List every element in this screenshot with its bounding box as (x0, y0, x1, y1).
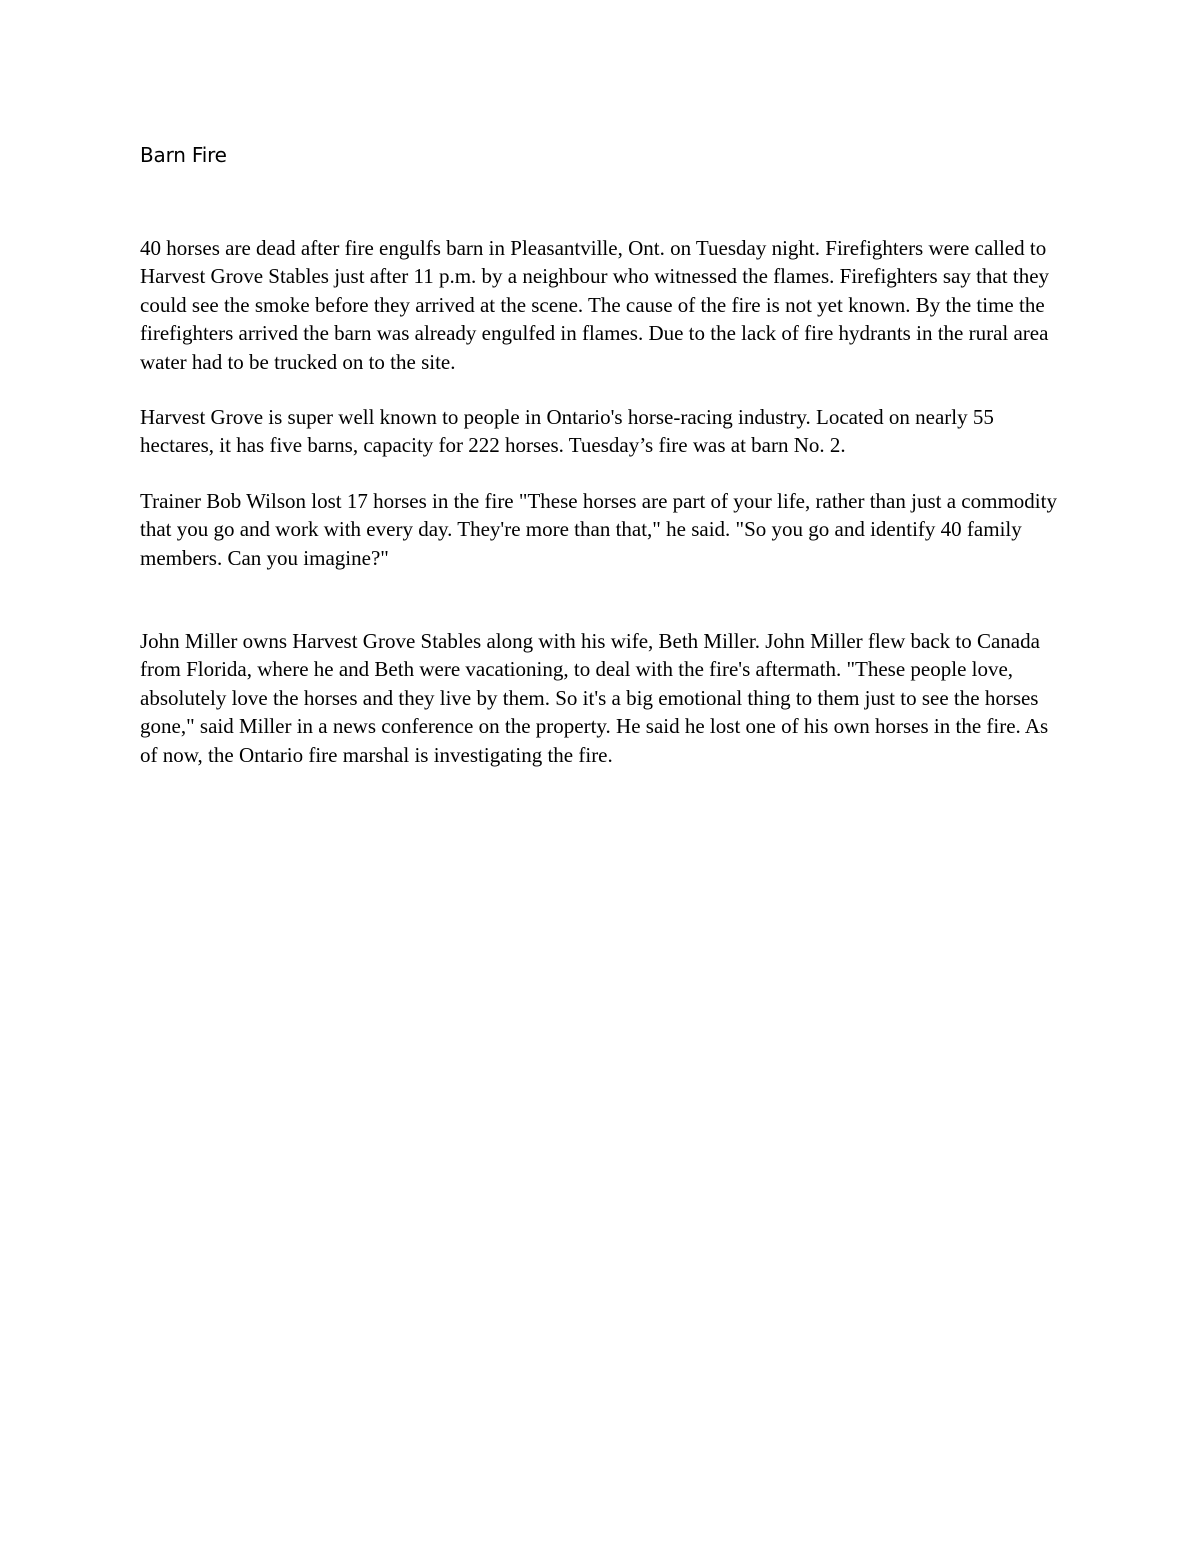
document-body (140, 234, 1058, 769)
document-title: Barn Fire (140, 143, 227, 167)
paragraph-fire-report: 40 horses are dead after fire engulfs barn in Pleasantville, Ont. on Tuesday night. Firefighters were called to Harvest Grove Stables just after 11 p.m. by a neighbour who witnessed the flames. Firefighters say that they could see the smoke before they arrived at the scene. The cause of the fire is not yet known. By the time the firefighters arrived the barn was already engulfed in flames. Due to the lack of fire hydrants in the rural area water had to be trucked on to the site. (140, 236, 1050, 374)
paragraph-stable-info: Harvest Grove is super well known to people in Ontario's horse-racing industry. Located on nearly 55 hectares, it has five barns, capacity for 222 horses. Tuesday’s fire was at barn No. 2. (140, 405, 994, 458)
paragraph-owner-statement: John Miller owns Harvest Grove Stables along with his wife, Beth Miller. John Miller flew back to Canada from Florida, where he and Beth were vacationing, to deal with the fire's aftermath. "These people love, absolutely love the horses and they live by them. So it's a big emotional thing to them just to see the horses gone," said Miller in a news conference on the property. He said he lost one of his own horses in the fire. As of now, the Ontario fire marshal is investigating the fire. (140, 629, 1049, 767)
paragraph-trainer-quote: Trainer Bob Wilson lost 17 horses in the fire "These horses are part of your life, rather than just a commodity that you go and work with every day. They're more than that," he said. "So you go and identify 40 family members. Can you imagine?" (140, 488, 1057, 570)
